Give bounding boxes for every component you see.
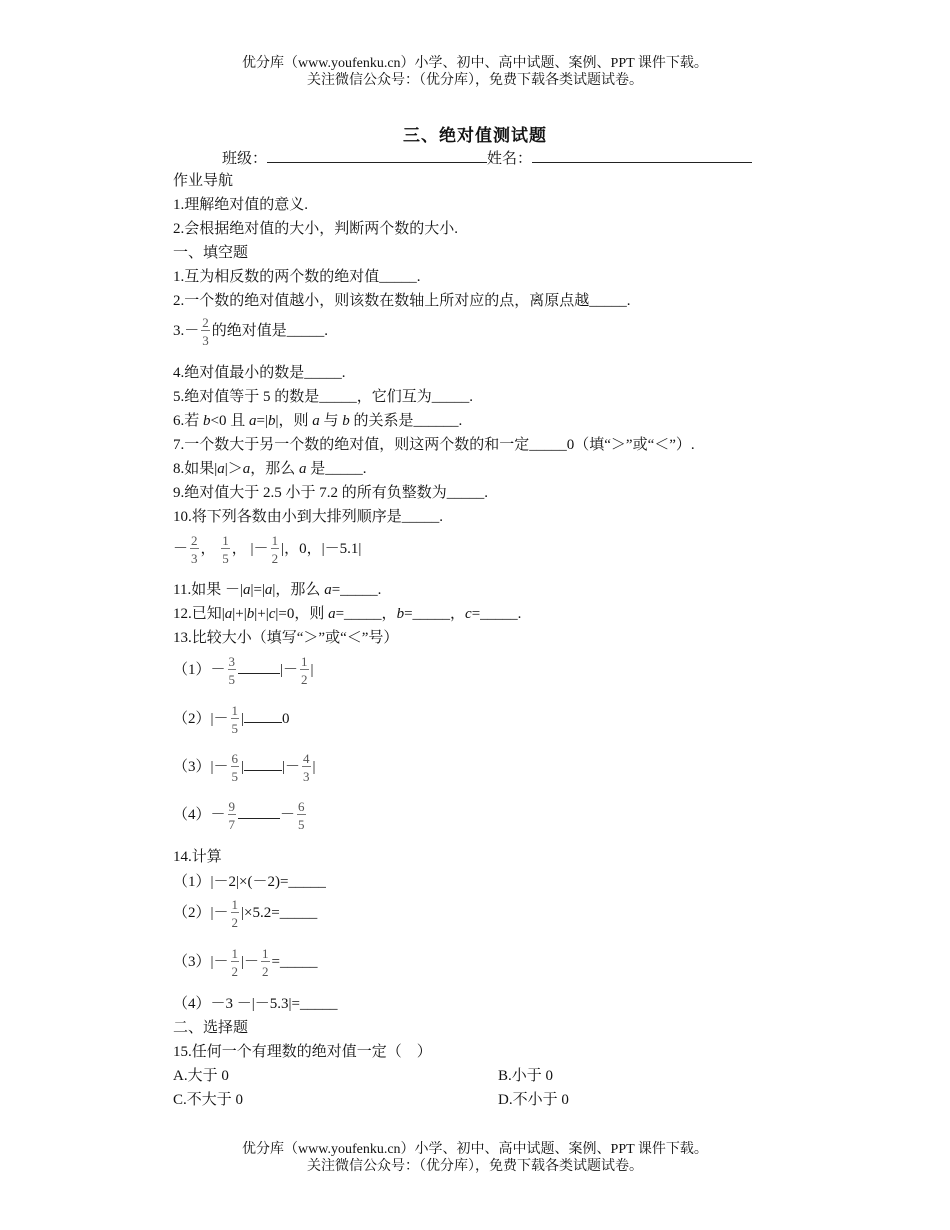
page-title: 三、绝对值测试题 [403, 126, 547, 146]
footer-line-2: 关注微信公众号：（优分库），免费下载各类试题试卷。 [307, 1159, 643, 1174]
header-line-2: 关注微信公众号：（优分库），免费下载各类试题试卷。 [307, 73, 643, 88]
fraction: $\frac{1}{2}$ [262, 946, 269, 979]
question-14-part-1: （1）|－2|×(－2)=_____ [173, 874, 326, 890]
question-15: 15.任何一个有理数的绝对值一定（ ） [173, 1044, 432, 1060]
question-14-part-4: （4）－3 －|－5.3|=_____ [173, 996, 338, 1012]
question-14-part-3: （3）|－ $\frac{1}{2}$ |－ $\frac{1}{2}$ =_____ [173, 946, 318, 979]
header-line-1: 优分库（www.youfenku.cn）小学、初中、高中试题、案例、PPT 课件下载。 [242, 56, 708, 71]
fraction: $\frac{6}{5}$ [231, 751, 239, 784]
question-13: 13.比较大小（填写“＞”或“＜”号） [173, 630, 399, 646]
option-d: D.不小于 0 [498, 1092, 569, 1108]
question-10-numbers: － $\frac{2}{3}$ ， $\frac{1}{5}$ ， |－ $\frac{1}{2}$ |，0，|－5.1| [173, 533, 362, 566]
fraction: $\frac{1}{5}$ [222, 533, 229, 566]
question-12: 12.已知|a|+|b|+|c|=0，则 a=_____，b=_____，c=_____. [173, 606, 522, 622]
question-2: 2.一个数的绝对值越小，则该数在数轴上所对应的点，离原点越_____. [173, 293, 631, 309]
fraction: $\frac{1}{2}$ [231, 897, 239, 930]
fraction: $\frac{3}{5}$ [228, 654, 236, 687]
fraction: $\frac{9}{7}$ [228, 799, 236, 832]
fraction: $\frac{2}{3}$ [202, 315, 209, 348]
question-13-part-4: （4）－ $\frac{9}{7}$ － $\frac{6}{5}$ [173, 799, 305, 832]
nav-item-2: 2.会根据绝对值的大小，判断两个数的大小. [173, 221, 459, 237]
section-fill-blank: 一、填空题 [173, 245, 249, 261]
name-blank [532, 148, 752, 163]
fraction: $\frac{6}{5}$ [298, 799, 305, 832]
fraction: $\frac{1}{5}$ [231, 703, 239, 736]
answer-blank [238, 659, 280, 674]
option-b: B.小于 0 [498, 1068, 554, 1084]
fraction: $\frac{1}{2}$ [271, 533, 279, 566]
question-10: 10.将下列各数由小到大排列顺序是_____. [173, 509, 444, 525]
answer-blank [238, 804, 280, 819]
question-13-part-2: （2）|－ $\frac{1}{5}$ | 0 [173, 703, 290, 736]
answer-blank [244, 708, 282, 723]
question-13-part-1: （1）－ $\frac{3}{5}$ |－ $\frac{1}{2}$ | [173, 654, 314, 687]
nav-heading: 作业导航 [173, 173, 234, 189]
option-c: C.不大于 0 [173, 1092, 244, 1108]
fraction: $\frac{4}{3}$ [303, 751, 310, 784]
question-8: 8.如果|a|＞a，那么 a 是_____. [173, 461, 367, 477]
footer-line-1: 优分库（www.youfenku.cn）小学、初中、高中试题、案例、PPT 课件下载。 [242, 1142, 708, 1157]
question-1: 1.互为相反数的两个数的绝对值_____. [173, 269, 421, 285]
page-footer [0, 1141, 950, 1175]
question-4: 4.绝对值最小的数是_____. [173, 365, 346, 381]
question-3: 3.－ $\frac{2}{3}$ 的绝对值是_____. [173, 315, 329, 348]
question-13-part-3: （3）|－ $\frac{6}{5}$ | |－ $\frac{4}{3}$ | [173, 751, 316, 784]
name-label: 姓名： [487, 151, 533, 167]
class-blank [267, 148, 487, 163]
question-9: 9.绝对值大于 2.5 小于 7.2 的所有负整数为_____. [173, 485, 489, 501]
question-5: 5.绝对值等于 5 的数是_____，它们互为_____. [173, 389, 474, 405]
question-11: 11.如果 －|a|=|a|，那么 a=_____. [173, 582, 382, 598]
nav-item-1: 1.理解绝对值的意义. [173, 197, 309, 213]
section-multiple-choice: 二、选择题 [173, 1020, 249, 1036]
page-header [0, 55, 950, 89]
class-name-line [222, 147, 752, 168]
fraction: $\frac{1}{2}$ [301, 654, 308, 687]
class-label: 班级： [222, 151, 268, 167]
question-7: 7.一个数大于另一个数的绝对值，则这两个数的和一定_____0（填“＞”或“＜”）. [173, 437, 695, 453]
question-14-part-2: （2）|－ $\frac{1}{2}$ |×5.2=_____ [173, 897, 318, 930]
question-14: 14.计算 [173, 849, 222, 865]
question-6: 6.若 b<0 且 a=|b|，则 a 与 b 的关系是______. [173, 413, 463, 429]
fraction: $\frac{1}{2}$ [231, 946, 239, 979]
answer-blank [244, 756, 282, 771]
fraction: $\frac{2}{3}$ [191, 533, 198, 566]
option-a: A.大于 0 [173, 1068, 229, 1084]
